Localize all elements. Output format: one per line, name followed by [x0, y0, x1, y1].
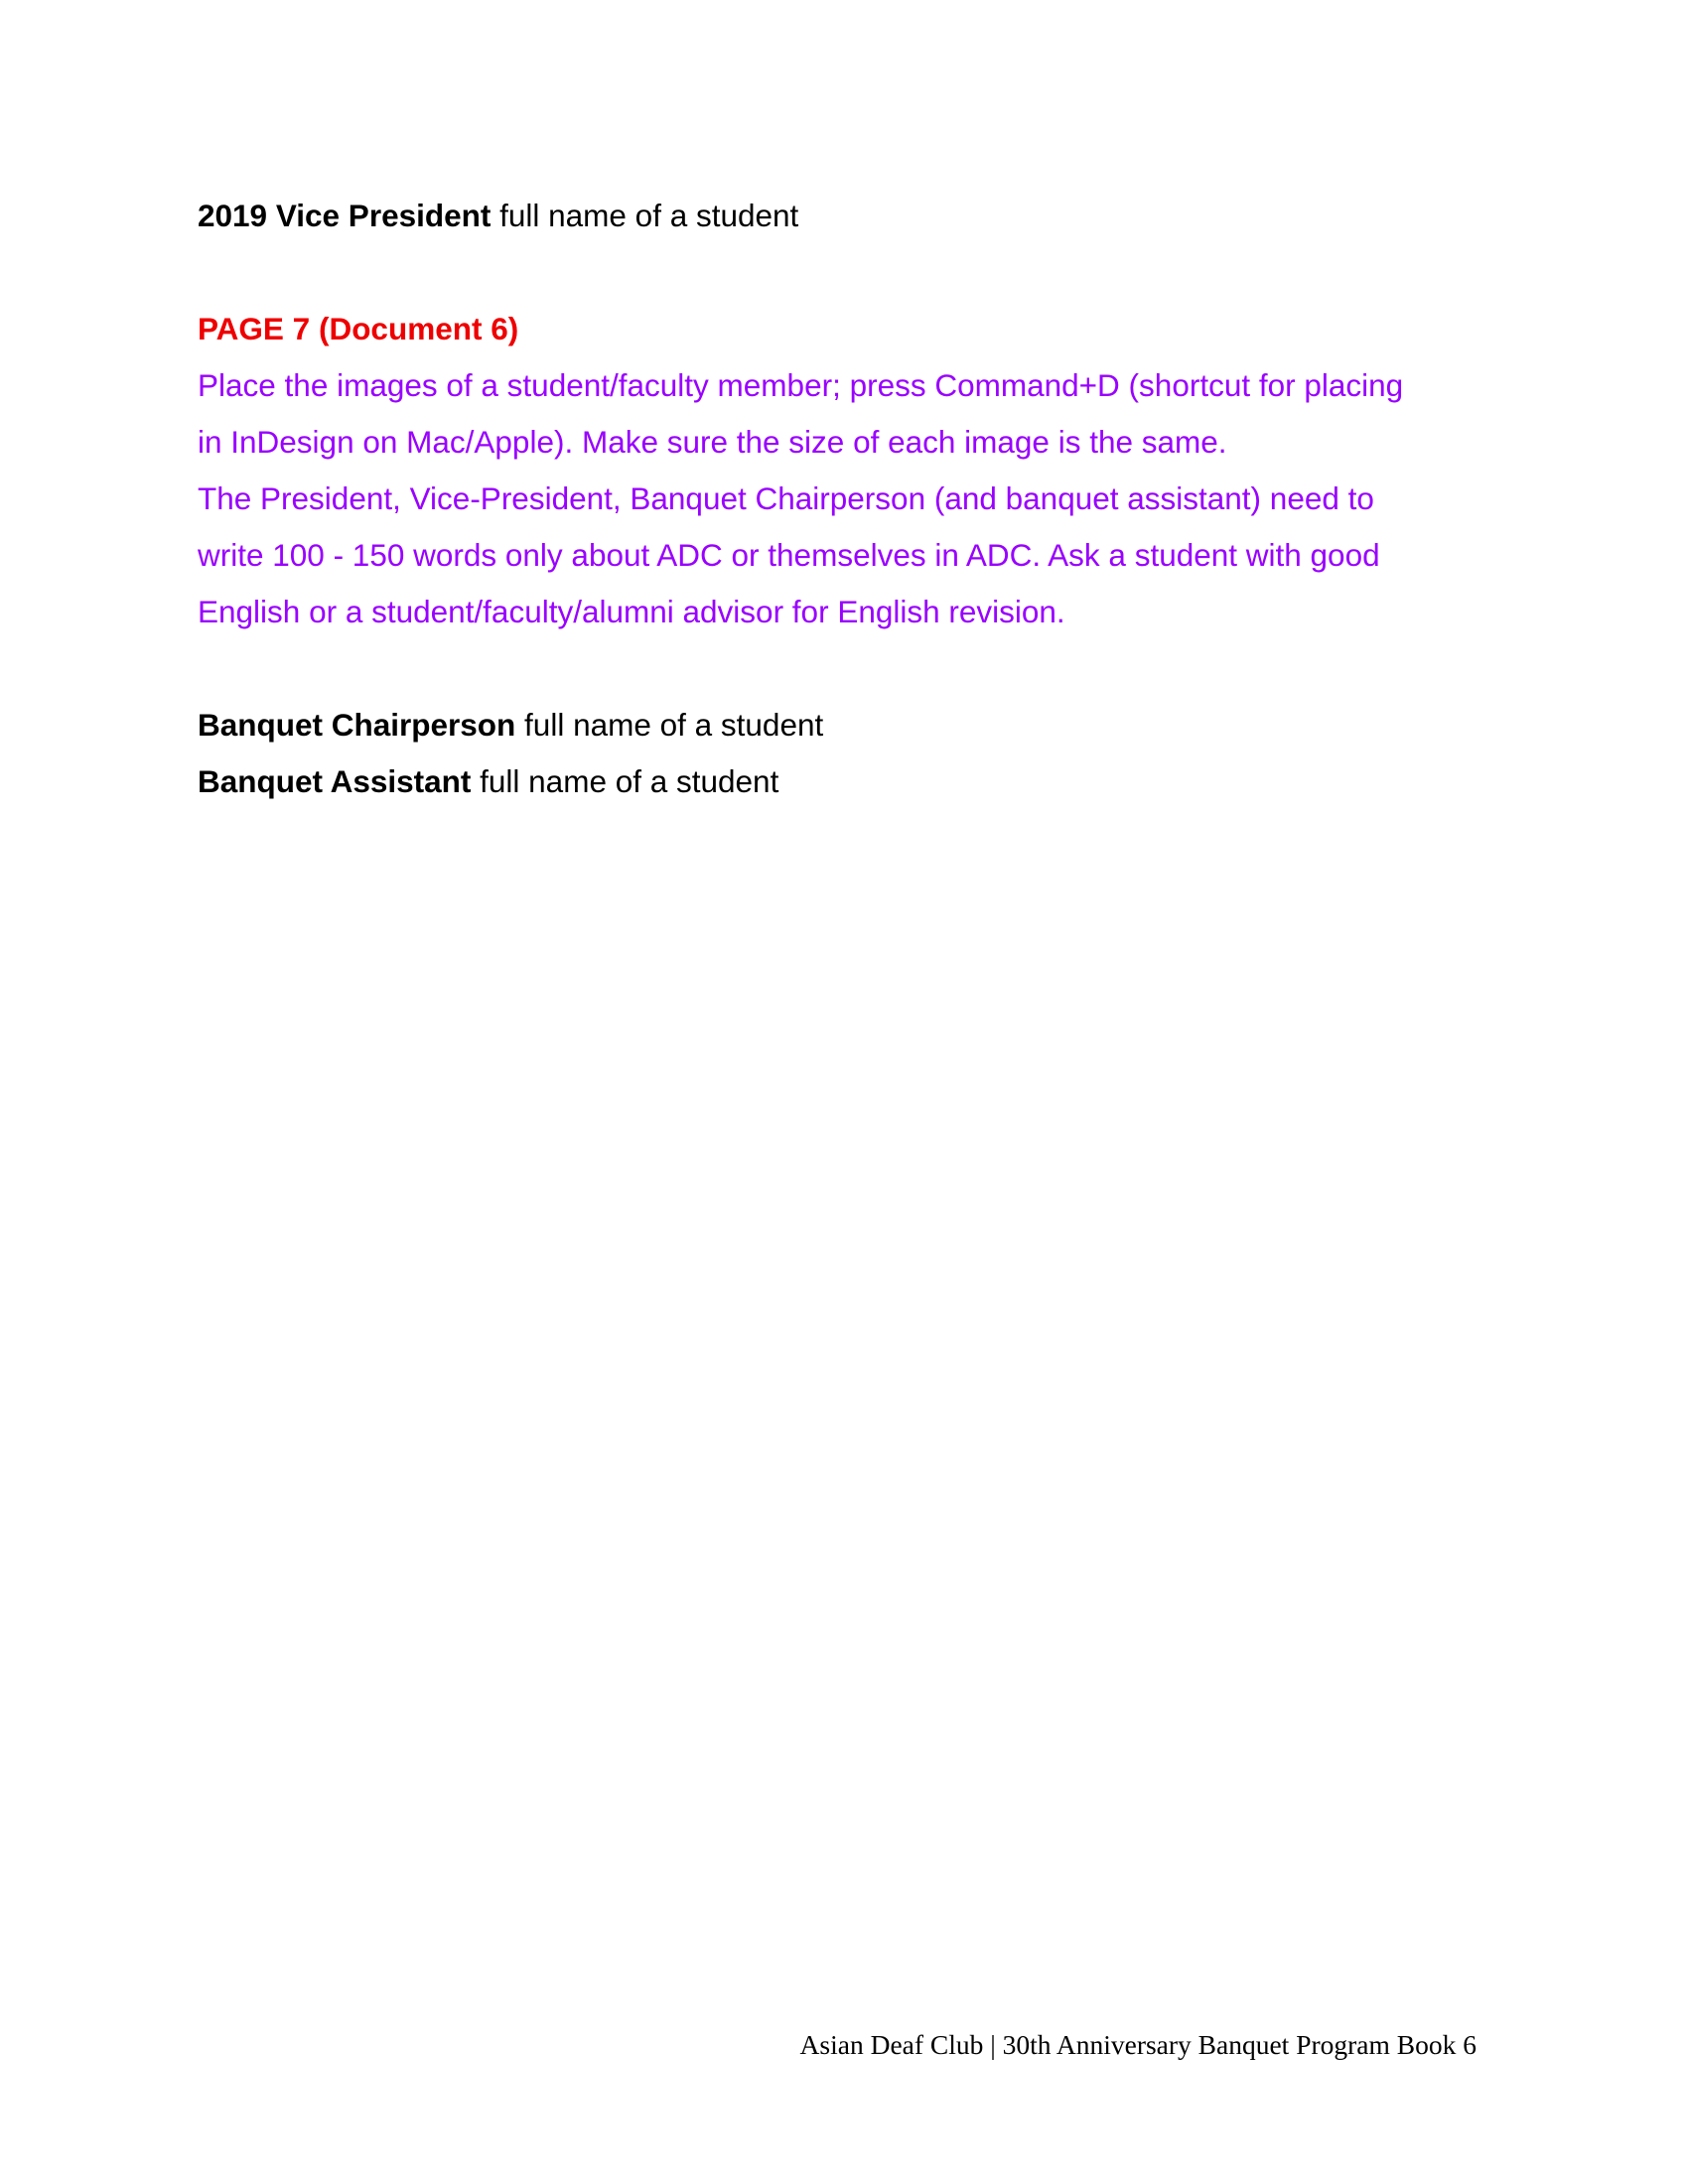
- banquet-chairperson-label: Banquet Chairperson: [198, 707, 516, 743]
- vice-president-value: full name of a student: [491, 198, 799, 233]
- banquet-chairperson-line: [198, 705, 823, 745]
- banquet-chairperson-value: full name of a student: [515, 707, 824, 743]
- instruction-line-2: in InDesign on Mac/Apple). Make sure the size of each image is the same.: [198, 424, 1227, 460]
- banquet-assistant-line: [198, 761, 778, 801]
- page-heading: PAGE 7 (Document 6): [198, 311, 519, 346]
- instruction-line-5: English or a student/faculty/alumni advisor for English revision.: [198, 594, 1065, 629]
- page-footer: Asian Deaf Club | 30th Anniversary Banquet Program Book 6: [799, 2029, 1477, 2060]
- instruction-line-1: Place the images of a student/faculty member; press Command+D (shortcut for placing: [198, 367, 1404, 403]
- vice-president-label: 2019 Vice President: [198, 198, 492, 233]
- instruction-line-3: The President, Vice-President, Banquet Chairperson (and banquet assistant) need to: [198, 480, 1374, 516]
- vice-president-line: [198, 196, 798, 235]
- banquet-assistant-value: full name of a student: [471, 763, 779, 799]
- banquet-assistant-label: Banquet Assistant: [198, 763, 472, 799]
- instruction-line-4: write 100 - 150 words only about ADC or themselves in ADC. Ask a student with good: [198, 537, 1380, 573]
